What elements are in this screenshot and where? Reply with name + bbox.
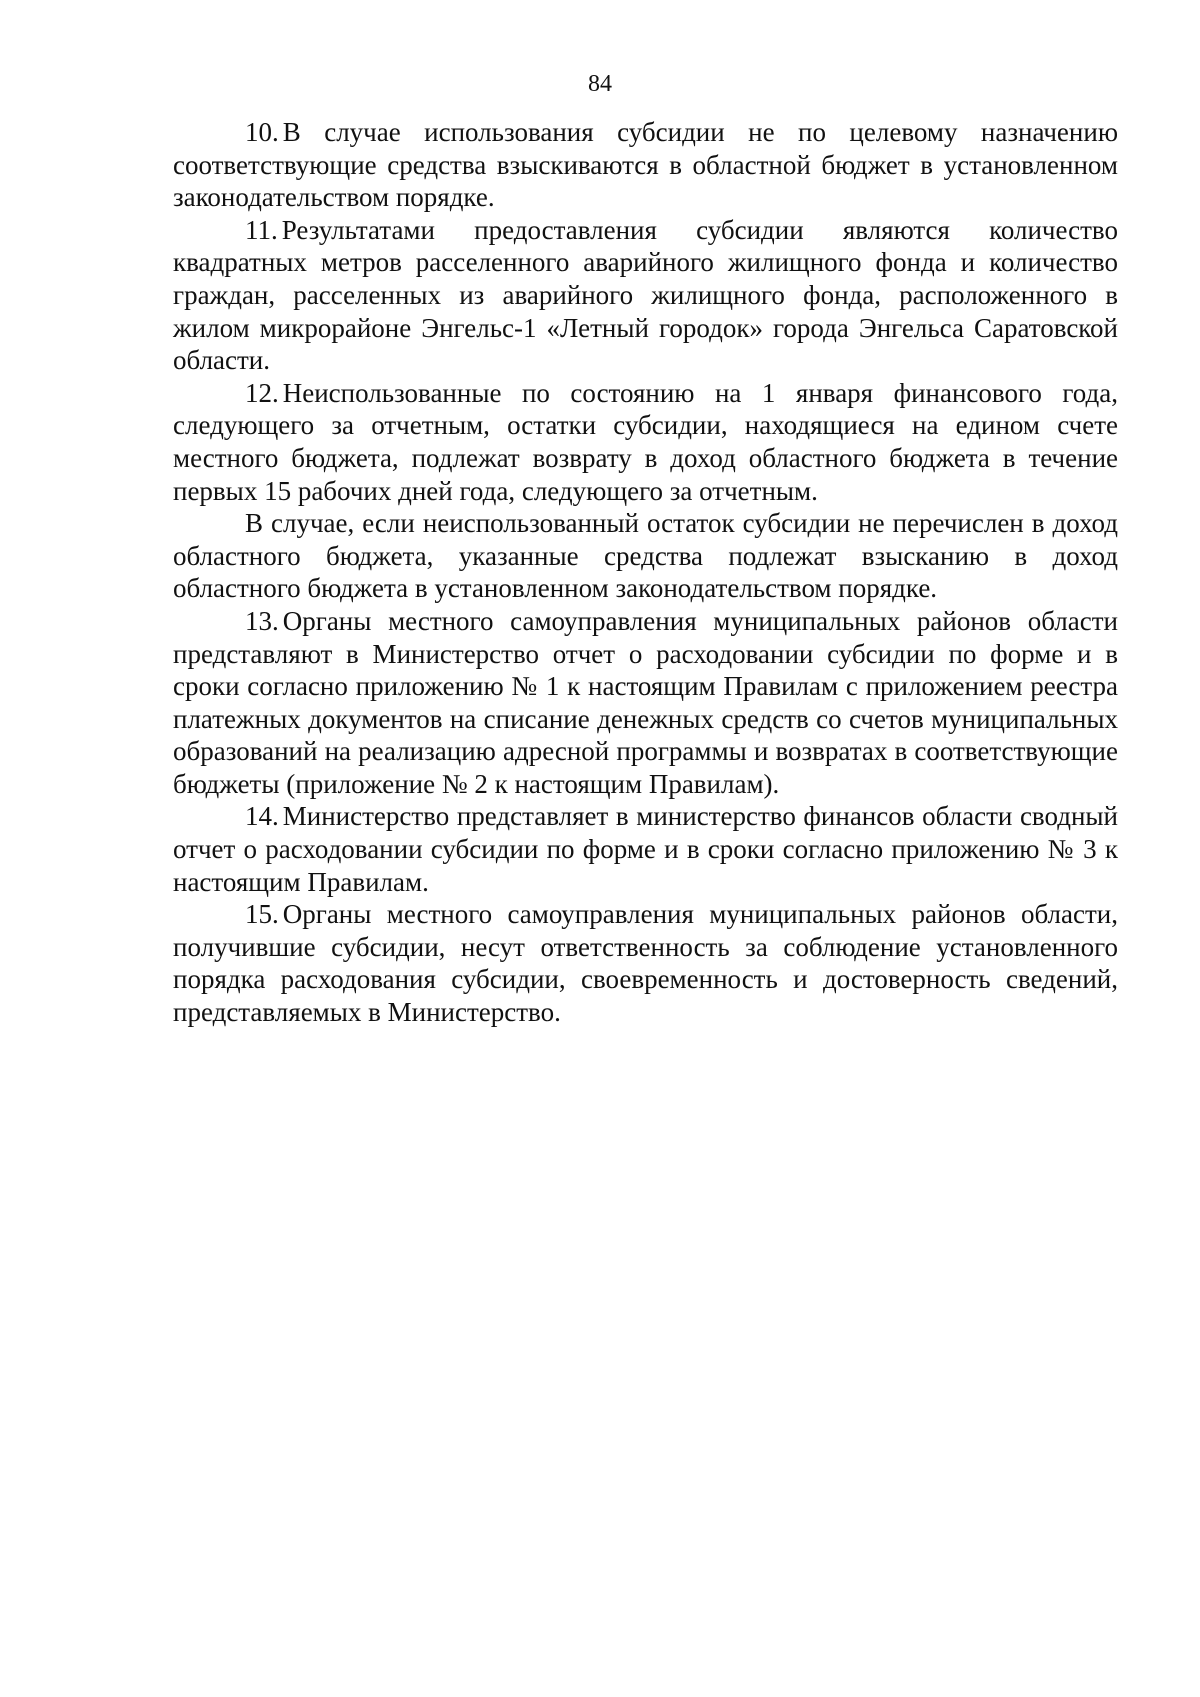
paragraph-11 — [173, 214, 1118, 377]
paragraph-12 — [173, 377, 1118, 507]
paragraph-text: Министерство представляет в министерство финансов области сводный отчет о расходовании субсидии по форме и в сроки согласно приложению № 3 к настоящим Правилам. — [173, 801, 1118, 897]
paragraph-text: Органы местного самоуправления муниципальных районов области, получившие субсидии, несут ответственность за соблюдение установленного порядка расходования субсидии, своевременность и достоверность сведений, представляемых в Министерство. — [173, 899, 1118, 1028]
paragraph-12-continuation — [173, 507, 1118, 605]
paragraph-text: Неиспользованные по состоянию на 1 января финансового года, следующего за отчетным, остатки субсидии, находящиеся на едином счете местного бюджета, подлежат возврату в доход областного бюджета в течение первых 15 рабочих дней года, следующего за отчетным. — [173, 377, 1118, 506]
paragraph-number: 11. — [245, 214, 278, 245]
paragraph-number: 10. — [245, 117, 279, 147]
paragraph-number: 13. — [245, 605, 279, 636]
document-body — [173, 116, 1118, 1029]
paragraph-number: 15. — [245, 899, 279, 930]
paragraph-text: Результатами предоставления субсидии являются количество квадратных метров расселенного аварийного жилищного фонда и количество граждан, расселенных из аварийного жилищного фонда, расположенного в жилом микрорайоне Энгельс-1 «Летный городок» города Энгельса Саратовской области. — [173, 214, 1118, 376]
paragraph-14 — [173, 800, 1118, 898]
paragraph-text: В случае использования субсидии не по целевому назначению соответствующие средства взыскиваются в областной бюджет в установленном законодательством порядке. — [173, 117, 1118, 213]
paragraph-15 — [173, 898, 1118, 1028]
page-number: 84 — [588, 71, 612, 97]
paragraph-text: В случае, если неиспользованный остаток субсидии не перечислен в доход областного бюджета, указанные средства подлежат взысканию в доход областного бюджета в установленном законодательством порядке. — [173, 508, 1118, 604]
paragraph-13 — [173, 605, 1118, 801]
paragraph-number: 14. — [245, 801, 279, 832]
paragraph-number: 12. — [245, 377, 279, 408]
paragraph-10 — [173, 116, 1118, 214]
paragraph-text: Органы местного самоуправления муниципальных районов области представляют в Министерство отчет о расходовании субсидии по форме и в сроки согласно приложению № 1 к настоящим Правилам с приложением реестра платежных документов на списание денежных средств со счетов муниципальных образований на реализацию адресной программы и возвратах в соответствующие бюджеты (приложение № 2 к настоящим Правилам). — [173, 605, 1118, 799]
